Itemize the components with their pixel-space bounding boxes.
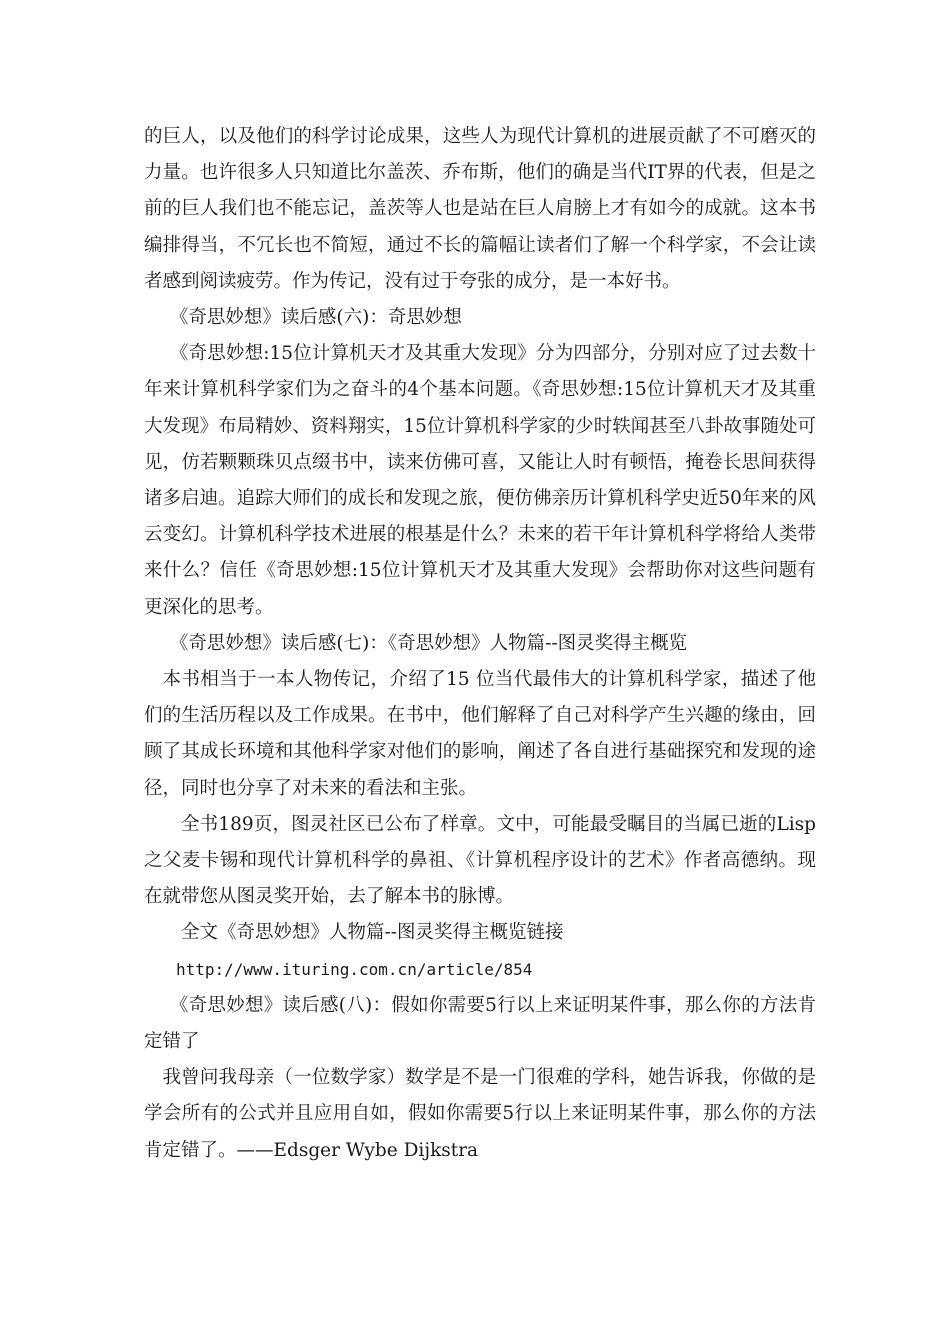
paragraph-review-seven-sample: 全书189页，图灵社区已公布了样章。文中，可能最受瞩目的当属已逝的Lisp之父麦卡锡和现代计算机科学的鼻祖、《计算机程序设计的艺术》作者高德纳。现在就带您从图灵奖开始，去了解本书的脉博。 xyxy=(144,813,816,908)
paragraph-review-seven-intro: 本书相当于一本人物传记，介绍了15 位当代最伟大的计算机科学家，描述了他们的生活历程以及工作成果。在书中，他们解释了自己对科学产生兴趣的缘由，回顾了其成长环境和其他科学家对他们的影响，阐述了各自进行基础探究和发现的途径，同时也分享了对未来的看法和主张。 xyxy=(144,669,816,799)
heading-review-six: 《奇思妙想》读后感(六)：奇思妙想 xyxy=(169,307,462,329)
heading-review-seven: 《奇思妙想》读后感(七)：《奇思妙想》人物篇--图灵奖得主概览 xyxy=(169,632,688,654)
paragraph-review-six: 《奇思妙想:15位计算机天才及其重大发现》分为四部分，分别对应了过去数十年来计算机科学家们为之奋斗的4个基本问题。《奇思妙想:15位计算机天才及其重大发现》布局精妙、资料翔实，15位计算机科学家的少时轶闻甚至八卦故事随处可见，仿若颗颗珠贝点缀书中，读来仿佛可喜，又能让人时有顿悟，掩卷长思间获得诸多启迪。追踪大师们的成长和发现之旅，便仿佛亲历计算机科学史近50年来的风云变幻。计算机科学技术进展的根基是什么？未来的若干年计算机科学将给人类带来什么？信任《奇思妙想:15位计算机天才及其重大发现》会帮助你对这些问题有更深化的思考。 xyxy=(144,343,816,618)
document-body xyxy=(144,119,816,1169)
link-caption: 全文《奇思妙想》人物篇--图灵奖得主概览链接 xyxy=(181,922,564,944)
heading-review-eight: 《奇思妙想》读后感(八)：假如你需要5行以上来证明某件事，那么你的方法肯定错了 xyxy=(144,994,816,1053)
paragraph-book-review-intro: 的巨人，以及他们的科学讨论成果，这些人为现代计算机的进展贡献了不可磨灭的力量。也许很多人只知道比尔盖茨、乔布斯，他们的确是当代IT界的代表，但是之前的巨人我们也不能忘记，盖茨等人也是站在巨人肩膀上才有如今的成就。这本书编排得当，不冗长也不简短，通过不长的篇幅让读者们了解一个科学家，不会让读者感到阅读疲劳。作为传记，没有过于夸张的成分，是一本好书。 xyxy=(144,126,816,292)
paragraph-review-eight: 我曾问我母亲（一位数学家）数学是不是一门很难的学科，她告诉我，你做的是学会所有的公式并且应用自如，假如你需要5行以上来证明某件事，那么你的方法肯定错了。——Edsger Wybe Dijkstra xyxy=(144,1067,816,1161)
article-url: http://www.ituring.com.cn/article/854 xyxy=(176,959,533,979)
